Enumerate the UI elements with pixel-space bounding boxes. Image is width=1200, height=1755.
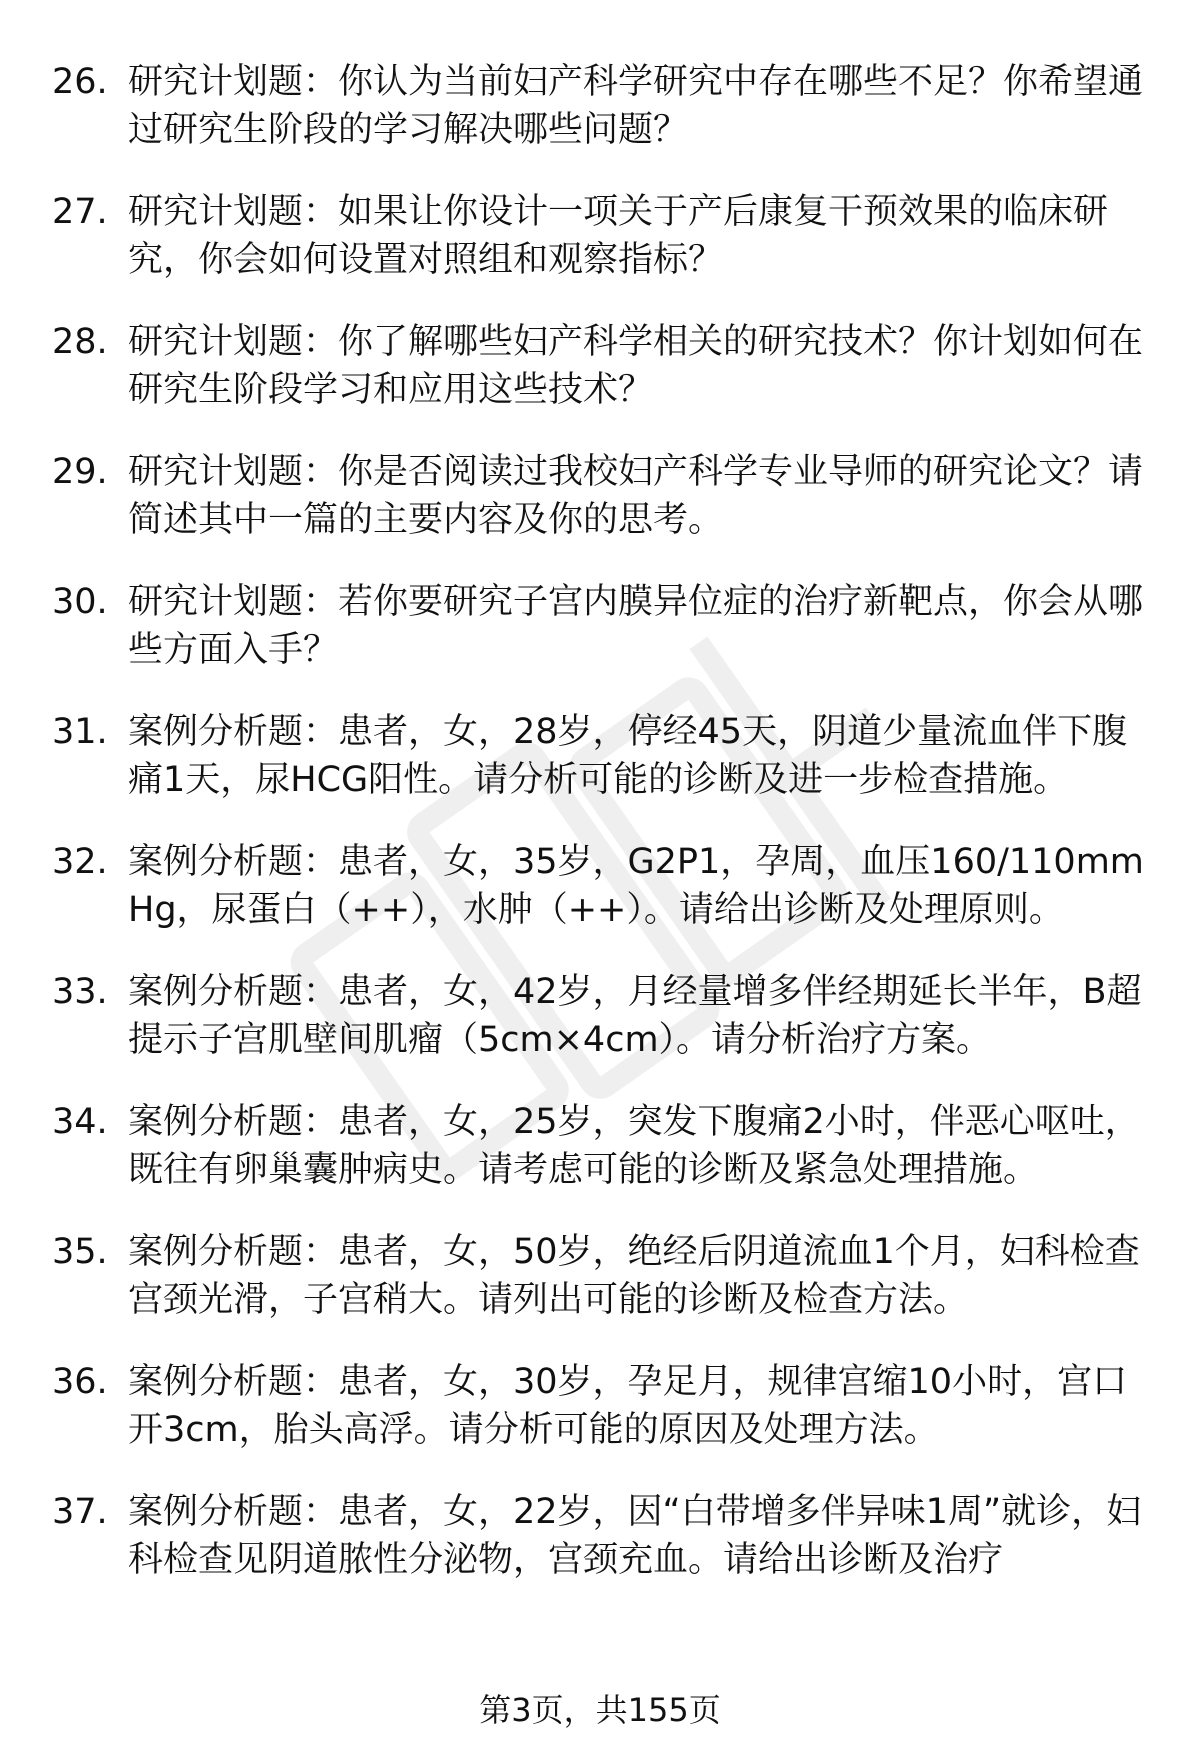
question-number: 31. [52,712,108,752]
question-number: 29. [52,452,108,492]
question-number: 33. [52,972,108,1012]
question-list [52,58,1152,1584]
question-text: 案例分析题：患者，女，22岁，因“白带增多伴异味1周”就诊，妇科检查见阴道脓性分泌物，宫颈充血。请给出诊断及治疗 [128,1492,1142,1580]
question-text: 案例分析题：患者，女，42岁，月经量增多伴经期延长半年，B超提示子宫肌壁间肌瘤（5cm×4cm）。请分析治疗方案。 [128,972,1142,1060]
question-text: 案例分析题：患者，女，30岁，孕足月，规律宫缩10小时，宫口开3cm，胎头高浮。请分析可能的原因及处理方法。 [128,1362,1128,1450]
question-item [52,58,1152,154]
question-item [52,708,1152,804]
question-number: 35. [52,1232,108,1272]
question-item [52,838,1152,934]
question-item [52,1228,1152,1324]
question-text: 研究计划题：若你要研究子宫内膜异位症的治疗新靶点，你会从哪些方面入手？ [128,582,1144,670]
question-text: 案例分析题：患者，女，28岁，停经45天，阴道少量流血伴下腹痛1天，尿HCG阳性。请分析可能的诊断及进一步检查措施。 [128,712,1128,800]
question-text: 研究计划题：你是否阅读过我校妇产科学专业导师的研究论文？请简述其中一篇的主要内容及你的思考。 [128,452,1144,540]
question-text: 研究计划题：你认为当前妇产科学研究中存在哪些不足？你希望通过研究生阶段的学习解决哪些问题？ [128,62,1144,150]
question-item [52,968,1152,1064]
question-text: 案例分析题：患者，女，50岁，绝经后阴道流血1个月，妇科检查宫颈光滑，子宫稍大。请列出可能的诊断及检查方法。 [128,1232,1140,1320]
question-item [52,1098,1152,1194]
question-number: 28. [52,322,108,362]
question-item [52,578,1152,674]
question-text: 研究计划题：你了解哪些妇产科学相关的研究技术？你计划如何在研究生阶段学习和应用这些技术？ [128,322,1144,410]
question-item [52,1358,1152,1454]
question-number: 30. [52,582,108,622]
question-item [52,318,1152,414]
question-item [52,448,1152,544]
question-number: 26. [52,62,108,102]
question-text: 案例分析题：患者，女，25岁，突发下腹痛2小时，伴恶心呕吐，既往有卵巢囊肿病史。请考虑可能的诊断及紧急处理措施。 [128,1102,1140,1190]
question-number: 32. [52,842,108,882]
question-item [52,1488,1152,1584]
question-text: 案例分析题：患者，女，35岁，G2P1，孕周，血压160/110mmHg，尿蛋白（++），水肿（++）。请给出诊断及处理原则。 [128,842,1144,930]
question-number: 37. [52,1492,108,1532]
question-number: 34. [52,1102,108,1142]
question-item [52,188,1152,284]
question-number: 36. [52,1362,108,1402]
question-number: 27. [52,192,108,232]
page-footer: 第3页，共155页 [479,1691,721,1729]
question-text: 研究计划题：如果让你设计一项关于产后康复干预效果的临床研究，你会如何设置对照组和观察指标？ [128,192,1109,280]
